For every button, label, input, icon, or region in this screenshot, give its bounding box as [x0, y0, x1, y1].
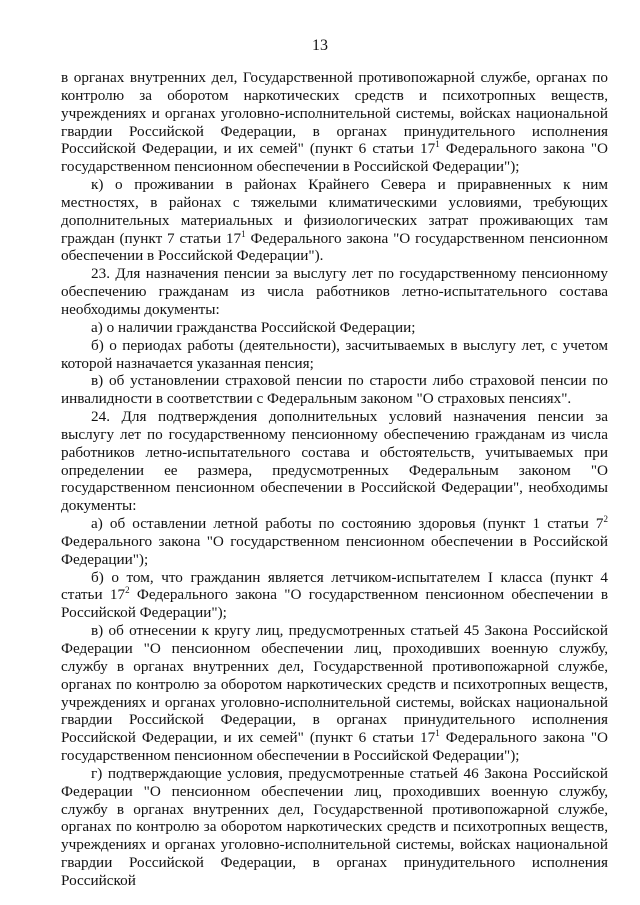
document-body — [61, 69, 608, 890]
paragraph-text: в) об отнесении к кругу лиц, предусмотренных статьей 45 Закона Российской Федерации "О пенсионном обеспечении лиц, проходивших военную службу, службу в органах внутренних дел, Государственной противопожарной службе, органах по контролю за оборотом наркотических средств и психотропных веществ, учреждениях и органах уголовно-исполнительной системы, войсках национальной гвардии Российской Федерации, в органах принудительного исполнения Российской Федерации, и их семей" (пункт 6 статьи 17 — [61, 622, 608, 747]
paragraph — [61, 265, 608, 319]
paragraph-text: б) о периодах работы (деятельности), засчитываемых в выслугу лет, с учетом которой назначается указанная пенсия; — [61, 336, 608, 372]
paragraph — [61, 372, 608, 408]
superscript: 2 — [603, 514, 608, 525]
paragraph — [61, 569, 608, 623]
paragraph-text: Федерального закона "О государственном пенсионном обеспечении в Российской Федерации"); — [61, 729, 609, 765]
paragraph-text: б) о том, что гражданин является летчиком-испытателем I класса (пункт 4 статьи 17 — [61, 568, 608, 604]
paragraph — [61, 622, 608, 765]
paragraph-text: Федерального закона "О государственном пенсионном обеспечении в Российской Федерации"). — [61, 229, 609, 265]
paragraph-text: в органах внутренних дел, Государственной противопожарной службе, органах по контролю за оборотом наркотических средств и психотропных веществ, учреждениях и органах уголовно-исполнительной системы, войсках национальной гвардии Российской Федерации, в органах принудительного исполнения Российской Федерации, и их семей" (пункт 6 статьи 17 — [61, 69, 608, 158]
paragraph-text: в) об установлении страховой пенсии по старости либо страховой пенсии по инвалидности в соответствии с Федеральным законом "О страховых пенсиях". — [61, 372, 608, 408]
superscript: 1 — [435, 728, 440, 739]
paragraph — [61, 69, 608, 176]
paragraph-text: г) подтверждающие условия, предусмотренные статьей 46 Закона Российской Федерации "О пенсионном обеспечении лиц, проходивших военную службу, службу в органах внутренних дел, Государственной противопожарной службе, органах по контролю за оборотом наркотических средств и психотропных веществ, учреждениях и органах уголовно-исполнительной системы, войсках национальной гвардии Российской Федерации, в органах принудительного исполнения Российской — [61, 764, 608, 889]
paragraph-text: а) о наличии гражданства Российской Федерации; — [91, 318, 416, 336]
paragraph — [61, 176, 608, 265]
superscript: 2 — [125, 585, 130, 596]
paragraph — [61, 408, 608, 515]
paragraph-text: к) о проживании в районах Крайнего Севера и приравненных к ним местностях, в районах с тяжелыми климатическими условиями, требующих дополнительных материальных и физиологических затрат проживающих там граждан (пункт 7 статьи 17 — [61, 176, 608, 247]
paragraph — [61, 515, 608, 569]
paragraph-text: Федерального закона "О государственном пенсионном обеспечении в Российской Федерации"); — [61, 140, 609, 176]
paragraph — [61, 319, 608, 337]
paragraph-text: 24. Для подтверждения дополнительных условий назначения пенсии за выслугу лет по государственному пенсионному обеспечению гражданам из числа работников летно-испытательного состава и обстоятельств, учитываемых при определении ее размера, предусмотренных Федеральным законом "О государственном пенсионном обеспечении в Российской Федерации", необходимы документы: — [61, 408, 608, 515]
paragraph — [61, 337, 608, 373]
superscript: 1 — [241, 228, 246, 239]
paragraph-text: Федерального закона "О государственном пенсионном обеспечении в Российской Федерации"); — [61, 532, 608, 568]
paragraph-text: а) об оставлении летной работы по состоянию здоровья (пункт 1 статьи 7 — [91, 515, 604, 533]
page-number: 13 — [312, 37, 328, 54]
superscript: 1 — [435, 139, 440, 150]
paragraph-text: Федерального закона "О государственном пенсионном обеспечении в Российской Федерации"); — [61, 586, 608, 622]
paragraph — [61, 765, 608, 890]
paragraph-text: 23. Для назначения пенсии за выслугу лет по государственному пенсионному обеспечению гражданам из числа работников летно-испытательного состава необходимы документы: — [61, 265, 608, 318]
